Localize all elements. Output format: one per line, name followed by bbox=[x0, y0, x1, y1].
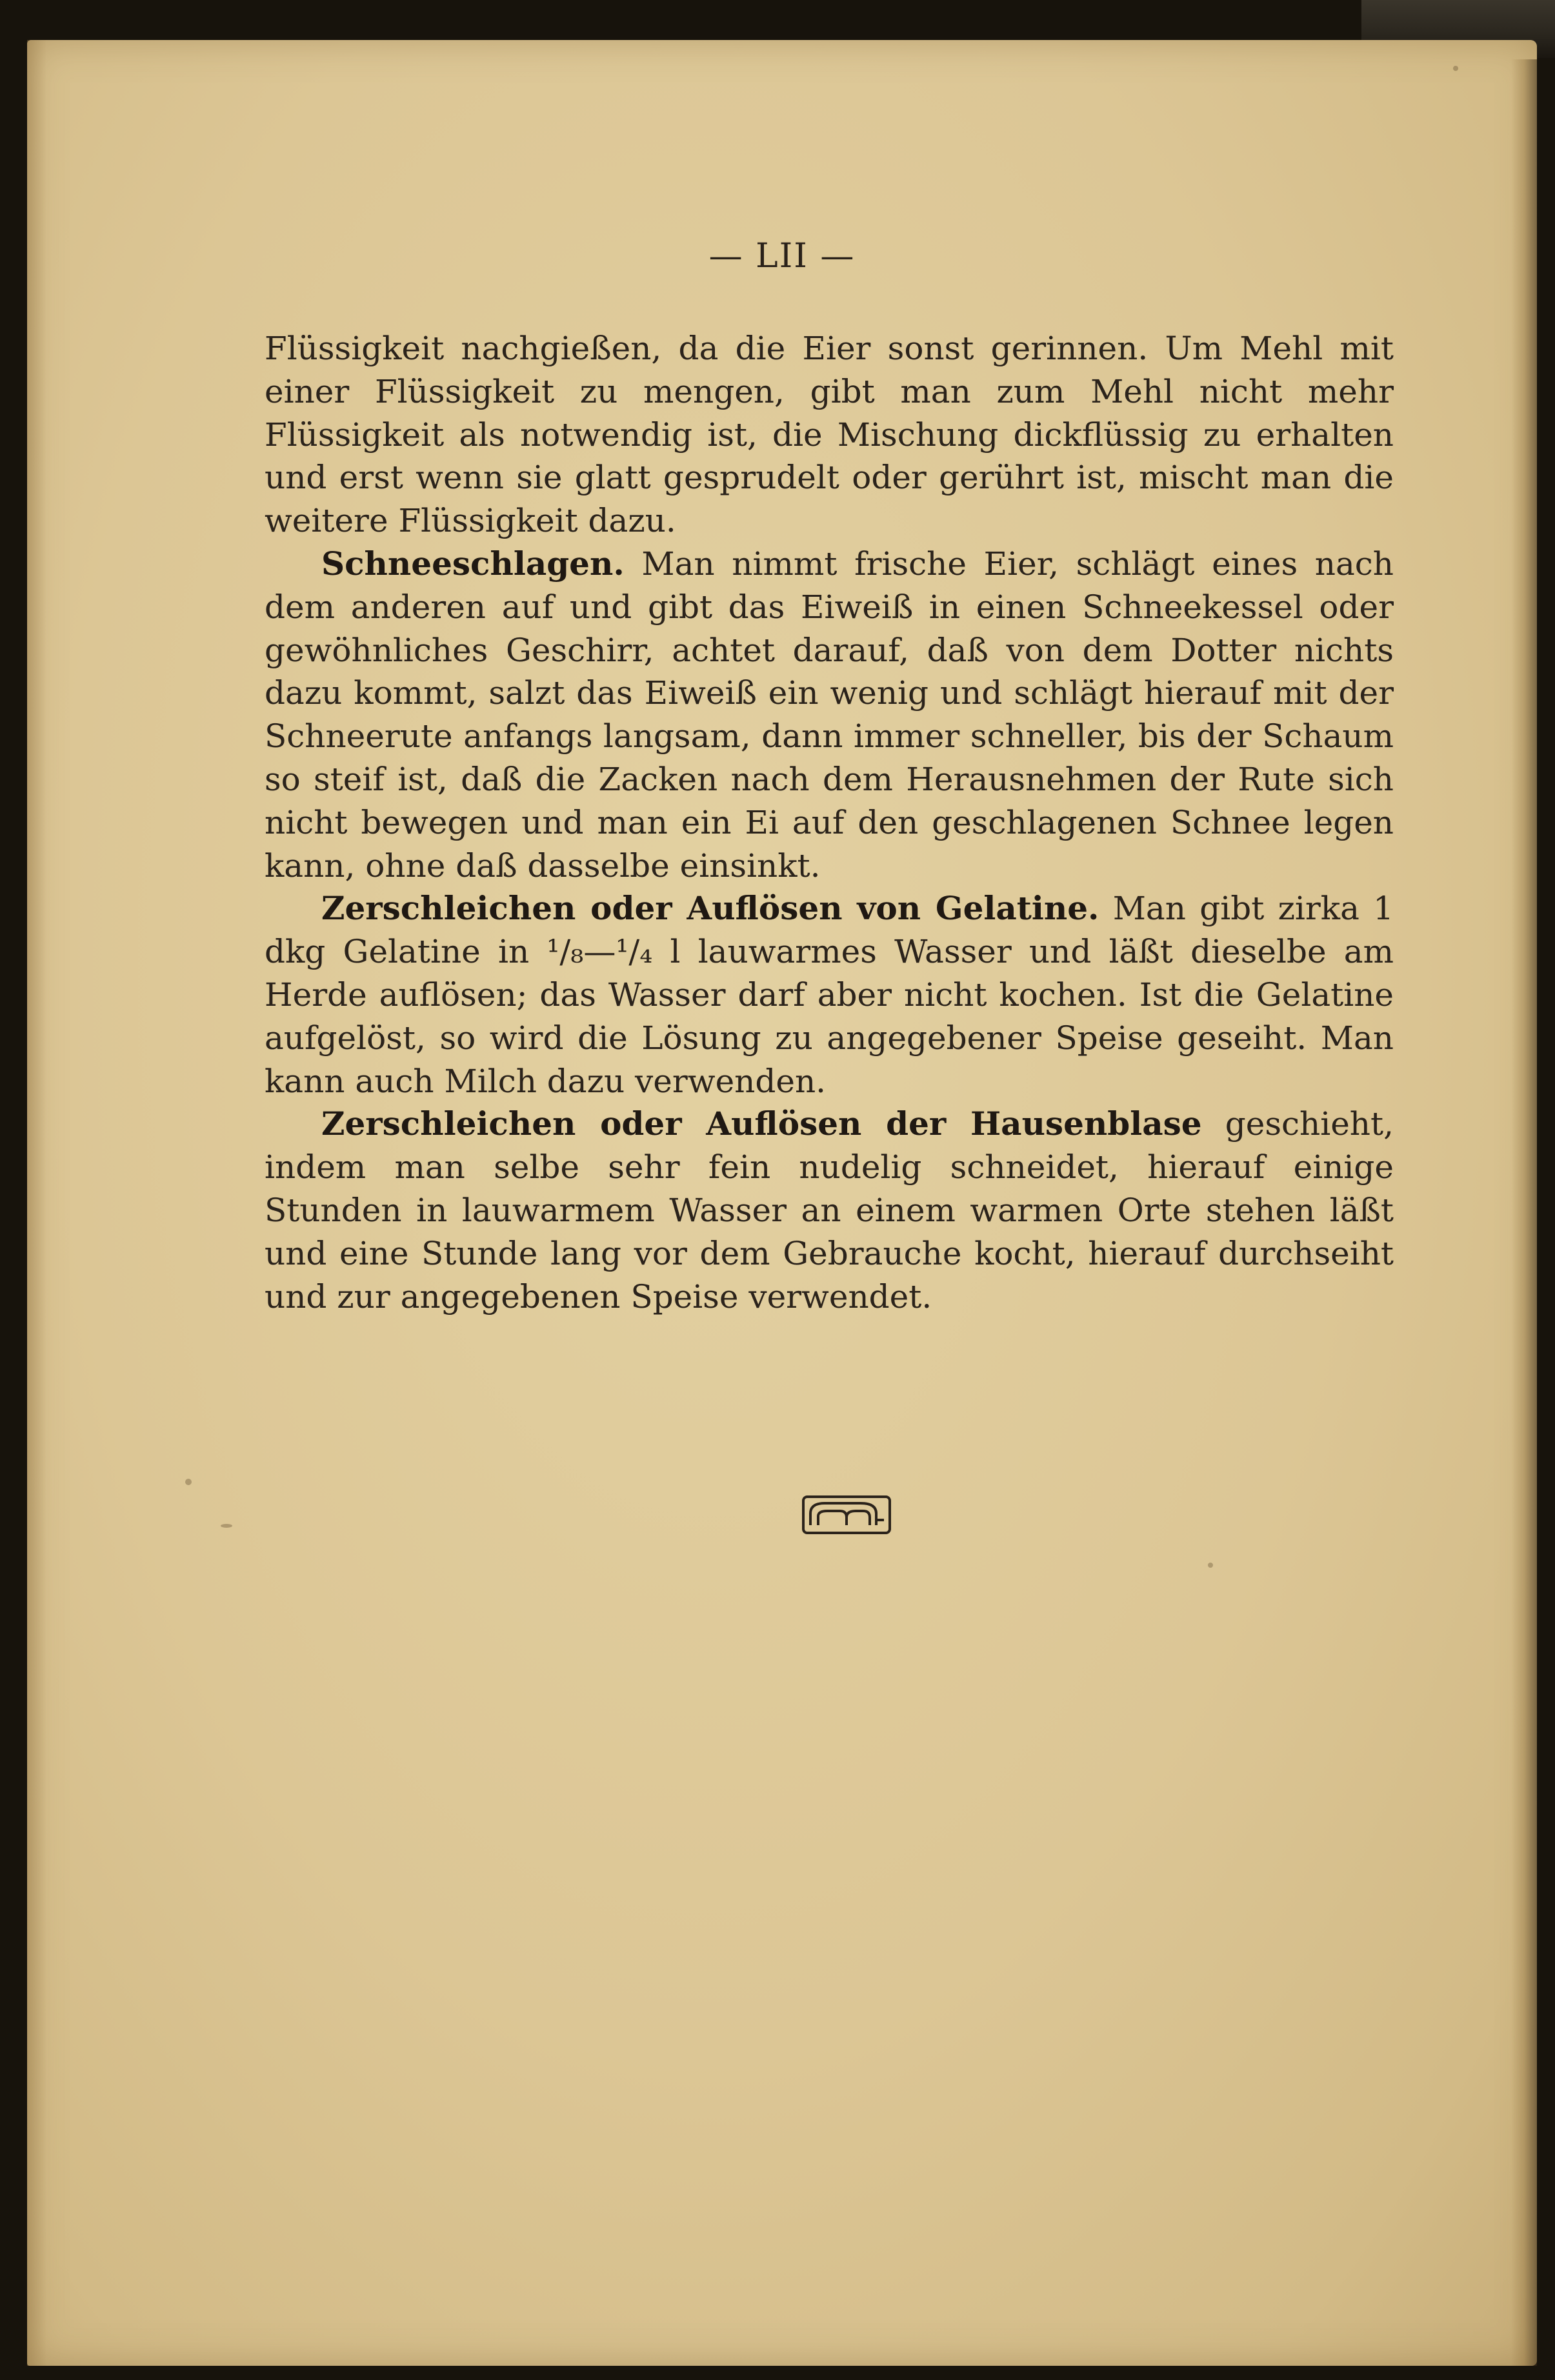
paper-speck bbox=[185, 1479, 192, 1485]
book-page bbox=[27, 40, 1537, 2366]
art-nouveau-ornament-icon bbox=[801, 1492, 892, 1537]
page-left-shadow bbox=[27, 40, 46, 2366]
paragraph-hausenblase bbox=[265, 1103, 1394, 1318]
page-right-shadow bbox=[1511, 59, 1537, 2366]
paper-speck bbox=[1208, 1563, 1213, 1568]
page-body bbox=[265, 327, 1394, 1318]
paragraph-text: Man gibt zirka 1 dkg Gelatine in ¹/₈—¹/₄ l lauwarmes Wasser und läßt dieselbe am Herde auflösen; das Wasser darf aber nicht kochen. Ist die Gelatine aufgelöst, so wird die Lösung zu angegebener Speise geseiht. Man kann auch Milch dazu verwenden. bbox=[265, 890, 1394, 1100]
paper-speck bbox=[1453, 66, 1458, 71]
section-heading: Zerschleichen oder Auflösen von Gelatine. bbox=[321, 889, 1099, 928]
paragraph-text: geschieht, indem man selbe sehr fein nudelig schneidet, hierauf einige Stunden in lauwarmem Wasser an einem warmen Orte stehen läßt und eine Stunde lang vor dem Gebrauche kocht, hierauf durchseiht und zur angegebenen Speise verwendet. bbox=[265, 1105, 1394, 1315]
paper-speck bbox=[221, 1524, 232, 1528]
paragraph-text: Flüssigkeit nachgießen, da die Eier sonst gerinnen. Um Mehl mit einer Flüssigkeit zu mengen, gibt man zum Mehl nicht mehr Flüssigkeit als notwendig ist, die Mischung dickflüssig zu erhalten und erst wenn sie glatt gesprudelt oder gerührt ist, mischt man die weitere Flüssigkeit dazu. bbox=[265, 330, 1394, 540]
section-heading: Schneeschlagen. bbox=[321, 544, 625, 583]
paragraph-gelatine bbox=[265, 887, 1394, 1103]
paragraph-text: Man nimmt frische Eier, schlägt eines nach dem anderen auf und gibt das Eiweiß in einen Schneekessel oder gewöhnliches Geschirr, achtet darauf, daß von dem Dotter nichts dazu kommt, salzt das Eiweiß ein wenig und schlägt hierauf mit der Schneerute anfangs langsam, dann immer schneller, bis der Schaum so steif ist, daß die Zacken nach dem Herausnehmen der Rute sich nicht bewegen und man ein Ei auf den geschlagenen Schnee legen kann, ohne daß dasselbe einsinkt. bbox=[265, 545, 1394, 885]
section-heading: Zerschleichen oder Auflösen der Hausenblase bbox=[321, 1105, 1202, 1143]
paragraph-fluessigkeit bbox=[265, 327, 1394, 543]
paragraph-schneeschlagen bbox=[265, 543, 1394, 887]
page-number: — LII — bbox=[708, 237, 856, 275]
